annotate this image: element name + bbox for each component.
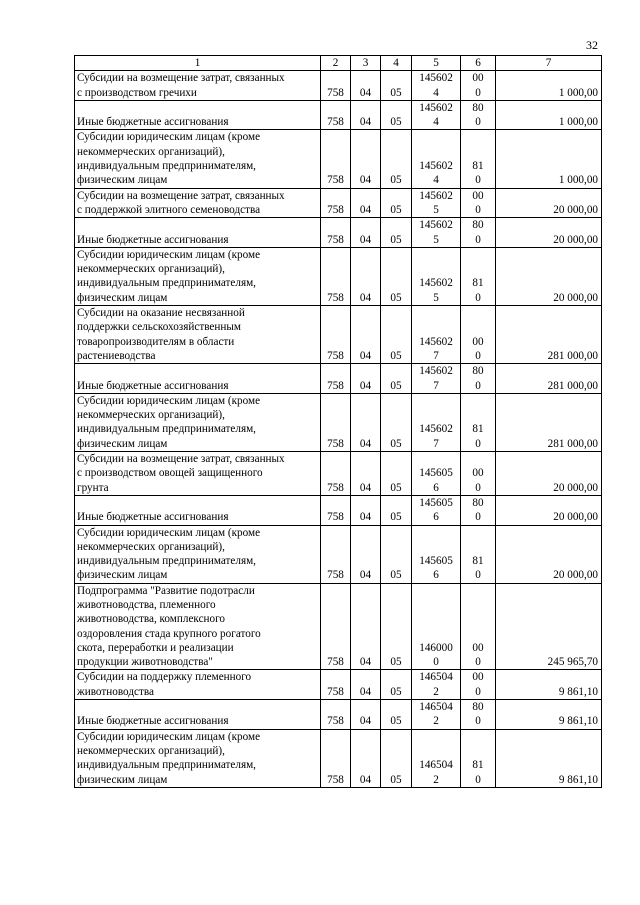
code-expense-type-cell: 00 0 xyxy=(461,188,496,218)
code-subsection-cell: 05 xyxy=(381,100,412,130)
code-subsection-cell: 05 xyxy=(381,218,412,248)
code-expense-type-cell: 81 0 xyxy=(461,247,496,305)
code-expense-type-cell: 80 0 xyxy=(461,218,496,248)
code-expense-type-cell: 81 0 xyxy=(461,130,496,188)
code-admin-cell: 758 xyxy=(321,364,351,394)
code-target-cell: 145602 4 xyxy=(412,130,461,188)
code-section-cell: 04 xyxy=(351,364,381,394)
item-name-cell: Субсидии юридическим лицам (кроме некоммерческих организаций), индивидуальным предпринимателям, физическим лицам xyxy=(75,729,321,787)
code-expense-type-cell: 80 0 xyxy=(461,700,496,730)
code-target-cell: 145602 4 xyxy=(412,100,461,130)
code-expense-type-cell: 00 0 xyxy=(461,71,496,101)
code-target-cell: 146504 2 xyxy=(412,729,461,787)
table-row xyxy=(75,100,602,130)
code-target-cell: 145605 6 xyxy=(412,525,461,583)
code-admin-cell: 758 xyxy=(321,495,351,525)
column-header: 1 xyxy=(75,56,321,71)
column-header: 5 xyxy=(412,56,461,71)
code-subsection-cell: 05 xyxy=(381,583,412,670)
code-section-cell: 04 xyxy=(351,700,381,730)
amount-cell: 1 000,00 xyxy=(496,71,602,101)
code-section-cell: 04 xyxy=(351,71,381,101)
code-expense-type-cell: 00 0 xyxy=(461,452,496,496)
column-header: 6 xyxy=(461,56,496,71)
code-admin-cell: 758 xyxy=(321,247,351,305)
table-row xyxy=(75,130,602,188)
code-admin-cell: 758 xyxy=(321,188,351,218)
table-row xyxy=(75,525,602,583)
code-target-cell: 146504 2 xyxy=(412,700,461,730)
code-subsection-cell: 05 xyxy=(381,364,412,394)
item-name-cell: Субсидии юридическим лицам (кроме некоммерческих организаций), индивидуальным предпринимателям, физическим лицам xyxy=(75,393,321,451)
code-subsection-cell: 05 xyxy=(381,452,412,496)
item-name-cell: Подпрограмма "Развитие подотрасли животноводства, племенного животноводства, комплексного оздоровления стада крупного рогатого скота, переработки и реализации продукции животноводства" xyxy=(75,583,321,670)
code-expense-type-cell: 81 0 xyxy=(461,393,496,451)
code-section-cell: 04 xyxy=(351,452,381,496)
code-admin-cell: 758 xyxy=(321,218,351,248)
code-subsection-cell: 05 xyxy=(381,525,412,583)
item-name-cell: Субсидии на возмещение затрат, связанных с производством овощей защищенного грунта xyxy=(75,452,321,496)
code-expense-type-cell: 80 0 xyxy=(461,364,496,394)
item-name-cell: Иные бюджетные ассигнования xyxy=(75,100,321,130)
code-admin-cell: 758 xyxy=(321,729,351,787)
amount-cell: 20 000,00 xyxy=(496,247,602,305)
amount-cell: 281 000,00 xyxy=(496,306,602,364)
amount-cell: 20 000,00 xyxy=(496,218,602,248)
code-expense-type-cell: 00 0 xyxy=(461,670,496,700)
code-target-cell: 146504 2 xyxy=(412,670,461,700)
code-expense-type-cell: 81 0 xyxy=(461,525,496,583)
code-section-cell: 04 xyxy=(351,100,381,130)
code-target-cell: 145602 5 xyxy=(412,247,461,305)
code-admin-cell: 758 xyxy=(321,583,351,670)
table-row xyxy=(75,188,602,218)
code-expense-type-cell: 81 0 xyxy=(461,729,496,787)
item-name-cell: Субсидии юридическим лицам (кроме некоммерческих организаций), индивидуальным предпринимателям, физическим лицам xyxy=(75,130,321,188)
amount-cell: 20 000,00 xyxy=(496,495,602,525)
code-target-cell: 146000 0 xyxy=(412,583,461,670)
code-subsection-cell: 05 xyxy=(381,729,412,787)
item-name-cell: Субсидии на возмещение затрат, связанных с производством гречихи xyxy=(75,71,321,101)
code-expense-type-cell: 00 0 xyxy=(461,583,496,670)
amount-cell: 281 000,00 xyxy=(496,393,602,451)
code-section-cell: 04 xyxy=(351,525,381,583)
code-admin-cell: 758 xyxy=(321,100,351,130)
table-row xyxy=(75,218,602,248)
code-expense-type-cell: 80 0 xyxy=(461,495,496,525)
table-body xyxy=(75,56,602,788)
amount-cell: 9 861,10 xyxy=(496,670,602,700)
code-subsection-cell: 05 xyxy=(381,188,412,218)
code-section-cell: 04 xyxy=(351,247,381,305)
table-row xyxy=(75,583,602,670)
code-section-cell: 04 xyxy=(351,188,381,218)
column-header: 2 xyxy=(321,56,351,71)
code-admin-cell: 758 xyxy=(321,393,351,451)
column-header: 3 xyxy=(351,56,381,71)
code-target-cell: 145602 7 xyxy=(412,393,461,451)
item-name-cell: Иные бюджетные ассигнования xyxy=(75,495,321,525)
code-admin-cell: 758 xyxy=(321,452,351,496)
code-subsection-cell: 05 xyxy=(381,700,412,730)
table-row xyxy=(75,670,602,700)
code-section-cell: 04 xyxy=(351,495,381,525)
code-admin-cell: 758 xyxy=(321,700,351,730)
table-row xyxy=(75,700,602,730)
table-row xyxy=(75,729,602,787)
code-admin-cell: 758 xyxy=(321,130,351,188)
code-section-cell: 04 xyxy=(351,583,381,670)
column-header: 7 xyxy=(496,56,602,71)
table-row xyxy=(75,306,602,364)
code-admin-cell: 758 xyxy=(321,525,351,583)
amount-cell: 20 000,00 xyxy=(496,188,602,218)
item-name-cell: Иные бюджетные ассигнования xyxy=(75,218,321,248)
item-name-cell: Иные бюджетные ассигнования xyxy=(75,364,321,394)
code-subsection-cell: 05 xyxy=(381,71,412,101)
code-section-cell: 04 xyxy=(351,130,381,188)
code-section-cell: 04 xyxy=(351,670,381,700)
code-target-cell: 145602 5 xyxy=(412,218,461,248)
code-subsection-cell: 05 xyxy=(381,670,412,700)
code-target-cell: 145605 6 xyxy=(412,452,461,496)
table-row xyxy=(75,495,602,525)
table-row xyxy=(75,364,602,394)
amount-cell: 20 000,00 xyxy=(496,452,602,496)
code-target-cell: 145602 5 xyxy=(412,188,461,218)
item-name-cell: Субсидии на поддержку племенного животноводства xyxy=(75,670,321,700)
table-row xyxy=(75,393,602,451)
code-target-cell: 145602 7 xyxy=(412,306,461,364)
code-section-cell: 04 xyxy=(351,729,381,787)
item-name-cell: Субсидии на возмещение затрат, связанных с поддержкой элитного семеноводства xyxy=(75,188,321,218)
code-admin-cell: 758 xyxy=(321,670,351,700)
code-target-cell: 145602 4 xyxy=(412,71,461,101)
code-expense-type-cell: 00 0 xyxy=(461,306,496,364)
code-target-cell: 145602 7 xyxy=(412,364,461,394)
code-subsection-cell: 05 xyxy=(381,495,412,525)
amount-cell: 1 000,00 xyxy=(496,130,602,188)
item-name-cell: Субсидии юридическим лицам (кроме некоммерческих организаций), индивидуальным предпринимателям, физическим лицам xyxy=(75,525,321,583)
code-admin-cell: 758 xyxy=(321,306,351,364)
item-name-cell: Субсидии на оказание несвязанной поддержки сельскохозяйственным товаропроизводителям в области растениеводства xyxy=(75,306,321,364)
amount-cell: 20 000,00 xyxy=(496,525,602,583)
amount-cell: 9 861,10 xyxy=(496,729,602,787)
table-row xyxy=(75,247,602,305)
code-expense-type-cell: 80 0 xyxy=(461,100,496,130)
column-header: 4 xyxy=(381,56,412,71)
code-subsection-cell: 05 xyxy=(381,247,412,305)
amount-cell: 1 000,00 xyxy=(496,100,602,130)
code-section-cell: 04 xyxy=(351,393,381,451)
item-name-cell: Иные бюджетные ассигнования xyxy=(75,700,321,730)
code-subsection-cell: 05 xyxy=(381,130,412,188)
code-admin-cell: 758 xyxy=(321,71,351,101)
table-row xyxy=(75,452,602,496)
code-target-cell: 145605 6 xyxy=(412,495,461,525)
code-subsection-cell: 05 xyxy=(381,306,412,364)
amount-cell: 281 000,00 xyxy=(496,364,602,394)
table-row xyxy=(75,71,602,101)
amount-cell: 9 861,10 xyxy=(496,700,602,730)
table-header-row xyxy=(75,56,602,71)
amount-cell: 245 965,70 xyxy=(496,583,602,670)
budget-table xyxy=(74,55,602,788)
code-subsection-cell: 05 xyxy=(381,393,412,451)
code-section-cell: 04 xyxy=(351,306,381,364)
code-section-cell: 04 xyxy=(351,218,381,248)
item-name-cell: Субсидии юридическим лицам (кроме некоммерческих организаций), индивидуальным предпринимателям, физическим лицам xyxy=(75,247,321,305)
page-number: 32 xyxy=(586,38,598,52)
